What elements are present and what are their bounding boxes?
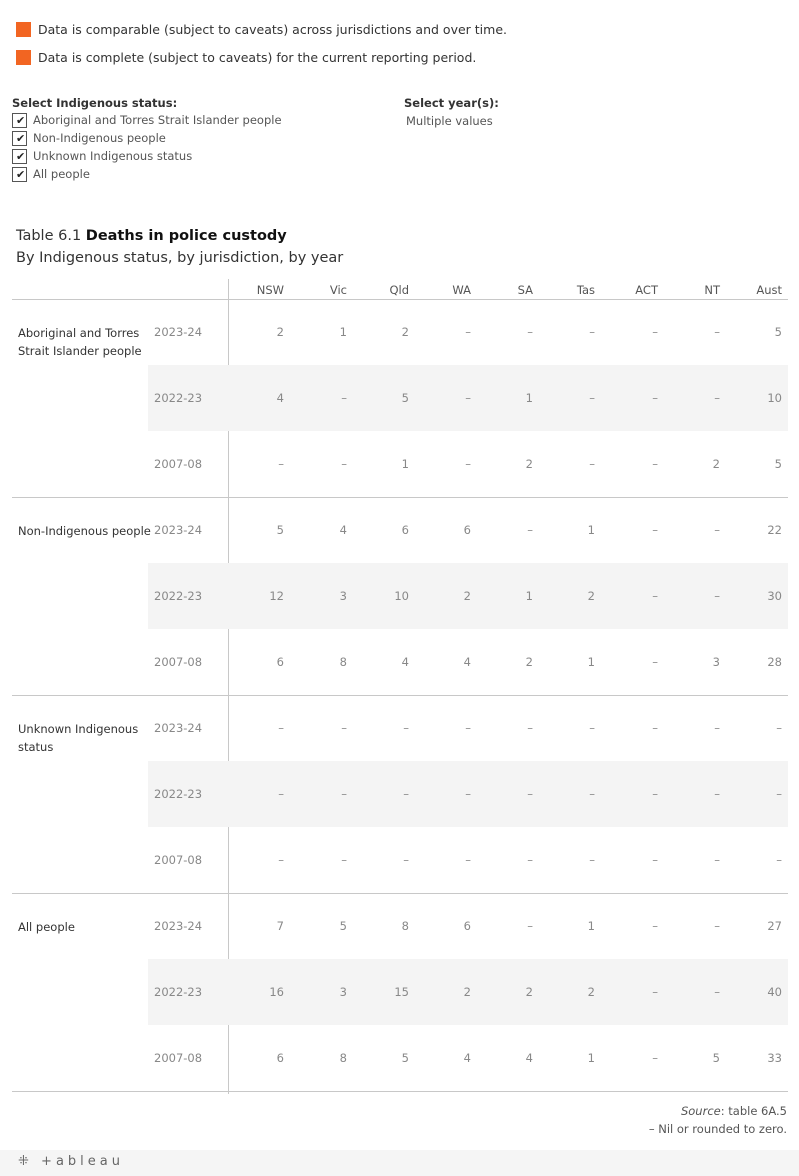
year-filter-dropdown[interactable]: Multiple values [406, 114, 493, 128]
table-cell: – [652, 655, 658, 669]
table-cell: 2 [525, 985, 533, 999]
nil-note: – Nil or rounded to zero. [648, 1122, 787, 1136]
table-cell: 1 [587, 523, 595, 537]
checkbox[interactable] [12, 149, 27, 164]
checkbox[interactable] [12, 167, 27, 182]
table-cell: – [278, 853, 284, 867]
checkbox[interactable] [12, 131, 27, 146]
row-year-label: 2023-24 [154, 919, 203, 933]
group-label: All people [18, 920, 75, 934]
table-cell: – [652, 1051, 658, 1065]
table-cell: 8 [401, 919, 409, 933]
table-cell: 2 [712, 457, 720, 471]
row-year-label: 2023-24 [154, 721, 203, 735]
filter-option-label[interactable]: Unknown Indigenous status [33, 149, 193, 163]
table-cell: 5 [276, 523, 284, 537]
table-cell: – [652, 985, 658, 999]
table-cell: – [527, 325, 533, 339]
table-cell: – [589, 325, 595, 339]
group-divider [12, 695, 788, 696]
table-cell: – [465, 457, 471, 471]
tableau-footer [0, 1150, 799, 1176]
table-cell: 15 [394, 985, 409, 999]
table-cell: – [652, 787, 658, 801]
table-cell: – [465, 787, 471, 801]
check-icon: ✔ [16, 132, 26, 145]
row-year-label: 2007-08 [154, 853, 203, 867]
table-cell: 8 [339, 1051, 347, 1065]
table-cell: 5 [339, 919, 347, 933]
table-cell: – [341, 721, 347, 735]
table-cell: 7 [276, 919, 284, 933]
table-cell: 5 [774, 325, 782, 339]
source-note [681, 1104, 787, 1118]
column-header-aust: Aust [756, 283, 782, 297]
table-cell: 1 [587, 1051, 595, 1065]
table-cell: – [341, 391, 347, 405]
table-cell: 30 [767, 589, 782, 603]
table-cell: – [652, 919, 658, 933]
table-cell: – [652, 325, 658, 339]
table-cell: 12 [269, 589, 284, 603]
table-cell: – [714, 523, 720, 537]
table-cell: – [589, 787, 595, 801]
table-cell: – [465, 853, 471, 867]
table-cell: – [589, 391, 595, 405]
table-cell: – [341, 853, 347, 867]
table-cell: 5 [401, 391, 409, 405]
check-icon: ✔ [16, 114, 26, 127]
column-header-sa: SA [517, 283, 533, 297]
table-cell: – [527, 787, 533, 801]
table-cell: – [714, 787, 720, 801]
table-cell: 6 [401, 523, 409, 537]
table-cell: – [589, 721, 595, 735]
table-cell: 2 [463, 589, 471, 603]
row-year-label: 2007-08 [154, 457, 203, 471]
source-text: : table 6A.5 [720, 1104, 787, 1118]
table-cell: – [465, 325, 471, 339]
table-cell: – [714, 325, 720, 339]
header-divider [12, 299, 788, 300]
table-cell: 4 [276, 391, 284, 405]
source-label: Source [680, 1104, 721, 1118]
table-cell: – [652, 853, 658, 867]
group-divider [12, 893, 788, 894]
table-cell: – [589, 853, 595, 867]
table-cell: 16 [269, 985, 284, 999]
row-year-label: 2007-08 [154, 655, 203, 669]
table-cell: – [403, 721, 409, 735]
legend-text: Data is comparable (subject to caveats) across jurisdictions and over time. [38, 22, 507, 37]
check-icon: ✔ [16, 150, 26, 163]
table-cell: 10 [767, 391, 782, 405]
table-cell: 3 [339, 985, 347, 999]
table-cell: 3 [712, 655, 720, 669]
row-year-label: 2023-24 [154, 325, 203, 339]
table-cell: 6 [276, 1051, 284, 1065]
table-cell: – [403, 787, 409, 801]
table-cell: 1 [525, 391, 533, 405]
table-cell: – [714, 985, 720, 999]
column-header-vic: Vic [329, 283, 347, 297]
table-cell: – [527, 721, 533, 735]
table-cell: 1 [587, 655, 595, 669]
data-table [12, 279, 788, 1094]
table-cell: 2 [587, 985, 595, 999]
table-cell: – [714, 589, 720, 603]
row-year-label: 2022-23 [154, 985, 203, 999]
legend-swatch [16, 22, 31, 37]
table-cell: – [776, 853, 782, 867]
table-cell: – [278, 457, 284, 471]
row-year-label: 2022-23 [154, 391, 203, 405]
row-year-label: 2023-24 [154, 523, 203, 537]
table-cell: 3 [339, 589, 347, 603]
table-cell: – [714, 853, 720, 867]
table-cell: 40 [767, 985, 782, 999]
table-cell: – [278, 787, 284, 801]
column-header-nt: NT [704, 283, 720, 297]
table-cell: 4 [339, 523, 347, 537]
table-cell: – [652, 523, 658, 537]
legend-swatch [16, 50, 31, 65]
column-header-act: ACT [635, 283, 658, 297]
table-cell: – [527, 919, 533, 933]
table-cell: 33 [767, 1051, 782, 1065]
table-cell: 6 [463, 523, 471, 537]
legend-text: Data is complete (subject to caveats) for the current reporting period. [38, 50, 477, 65]
table-cell: 1 [401, 457, 409, 471]
filter-option-label[interactable]: Non-Indigenous people [33, 131, 166, 145]
table-subtitle: By Indigenous status, by jurisdiction, by year [16, 250, 344, 266]
table-cell: 4 [463, 655, 471, 669]
column-header-qld: Qld [389, 283, 409, 297]
column-header-wa: WA [452, 283, 471, 297]
table-prefix: Table 6.1 [16, 228, 82, 244]
table-cell: – [465, 721, 471, 735]
filter-option-label[interactable]: Aboriginal and Torres Strait Islander people [33, 113, 282, 127]
row-year-label: 2022-23 [154, 589, 203, 603]
indigenous-filter-title: Select Indigenous status: [12, 96, 178, 110]
table-cell: – [589, 457, 595, 471]
group-label: Unknown Indigenous status [18, 722, 139, 754]
table-cell: – [527, 853, 533, 867]
filter-option-label[interactable]: All people [33, 167, 90, 181]
tableau-logo-icon[interactable] [18, 1154, 124, 1169]
table-cell: – [652, 721, 658, 735]
table-cell: – [776, 787, 782, 801]
table-cell: 2 [463, 985, 471, 999]
year-filter-title: Select year(s): [404, 96, 499, 110]
group-divider [12, 1091, 788, 1092]
table-cell: – [527, 523, 533, 537]
table-cell: – [714, 721, 720, 735]
table-cell: 4 [525, 1051, 533, 1065]
table-cell: 1 [587, 919, 595, 933]
table-cell: – [403, 853, 409, 867]
table-title-text: Deaths in police custody [85, 228, 287, 244]
table-cell: 10 [394, 589, 409, 603]
table-cell: – [341, 457, 347, 471]
table-cell: – [652, 589, 658, 603]
table-title [16, 228, 287, 244]
table-cell: – [776, 721, 782, 735]
checkbox[interactable] [12, 113, 27, 128]
table-cell: 1 [339, 325, 347, 339]
table-cell: 2 [276, 325, 284, 339]
table-cell: 2 [401, 325, 409, 339]
check-icon: ✔ [16, 168, 26, 181]
table-cell: – [652, 391, 658, 405]
group-label: Non-Indigenous people [18, 524, 151, 538]
table-cell: – [278, 721, 284, 735]
table-cell: 6 [276, 655, 284, 669]
table-cell: – [714, 919, 720, 933]
table-cell: – [714, 391, 720, 405]
row-year-label: 2007-08 [154, 1051, 203, 1065]
table-cell: 1 [525, 589, 533, 603]
table-cell: 5 [401, 1051, 409, 1065]
group-label: Aboriginal and Torres Strait Islander people [18, 326, 142, 358]
table-cell: 28 [767, 655, 782, 669]
column-header-tas: Tas [576, 283, 595, 297]
table-cell: 5 [712, 1051, 720, 1065]
table-cell: 8 [339, 655, 347, 669]
table-cell: 27 [767, 919, 782, 933]
tableau-logo-mark: ⁜ [18, 1154, 33, 1169]
table-cell: 22 [767, 523, 782, 537]
table-cell: 2 [525, 655, 533, 669]
tableau-logo-text: +ableau [41, 1154, 124, 1169]
table-cell: – [652, 457, 658, 471]
table-cell: – [341, 787, 347, 801]
table-cell: 4 [463, 1051, 471, 1065]
table-cell: – [465, 391, 471, 405]
table-cell: 2 [587, 589, 595, 603]
group-divider [12, 497, 788, 498]
row-year-label: 2022-23 [154, 787, 203, 801]
table-cell: 2 [525, 457, 533, 471]
table-cell: 4 [401, 655, 409, 669]
column-header-nsw: NSW [256, 283, 284, 297]
table-cell: 6 [463, 919, 471, 933]
table-cell: 5 [774, 457, 782, 471]
